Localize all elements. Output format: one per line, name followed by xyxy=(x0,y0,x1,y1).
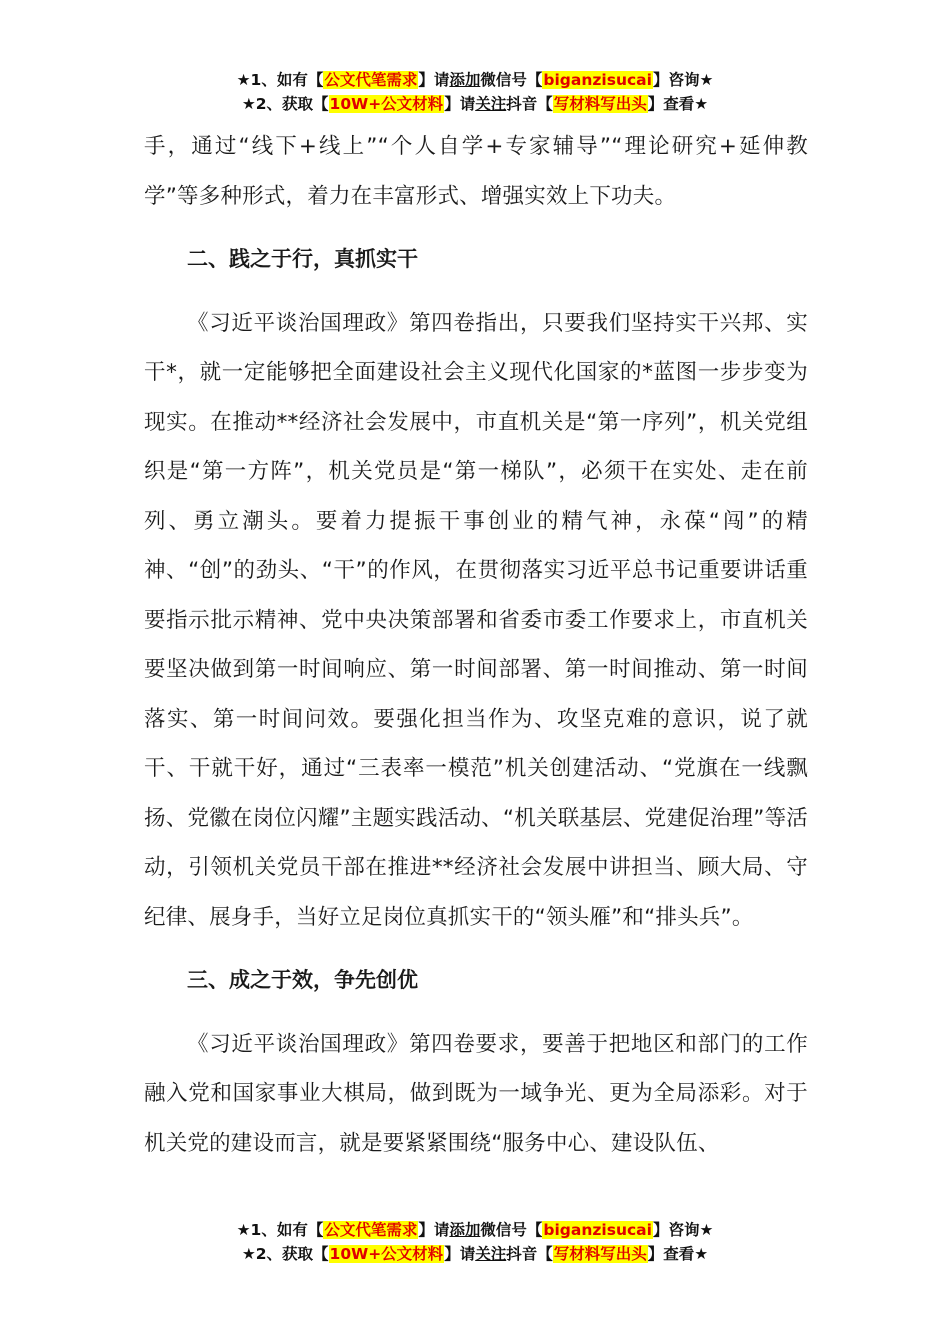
banner-line-1 xyxy=(0,1218,950,1242)
banner-text: ★2、获取【 xyxy=(241,1245,329,1263)
highlight-douyin-account: 写材料写出头 xyxy=(553,1245,647,1263)
paragraph-continued: 手，通过“线下+线上”“个人自学+专家辅导”“理论研究+延伸教学”等多种形式，着力在丰富形式、增强实效上下功夫。 xyxy=(144,134,808,209)
paragraph-section-3: 《习近平谈治国理政》第四卷要求，要善于把地区和部门的工作融入党和国家事业大棋局，做到既为一域争光、更为全局添彩。对于机关党的建设而言，就是要紧紧围绕“服务中心、建设队伍、 xyxy=(144,1031,808,1156)
underlined-text: 添加 xyxy=(449,71,481,89)
highlight-wechat-id: biganzisucai xyxy=(543,71,652,89)
highlight-service: 公文代笔需求 xyxy=(324,1221,418,1239)
banner-text: 】咨询★ xyxy=(652,71,714,89)
banner-text: 】咨询★ xyxy=(652,1221,714,1239)
banner-text: 微信号【 xyxy=(480,1221,543,1239)
section-heading-2: 二、践之于行，真抓实干 xyxy=(187,247,418,271)
highlight-materials: 10W+公文材料 xyxy=(329,1245,444,1263)
banner-text: ★1、如有【 xyxy=(236,71,324,89)
paragraph-section-2: 《习近平谈治国理政》第四卷指出，只要我们坚持实干兴邦、实干*，就一定能够把全面建设社会主义现代化国家的*蓝图一步步变为现实。在推动**经济社会发展中，市直机关是“第一序列”，机关党组织是“第一方阵”，机关党员是“第一梯队”，必须干在实处、走在前列、勇立潮头。要着力提振干事创业的精气神，永葆“闯”的精神、“创”的劲头、“干”的作风，在贯彻落实习近平总书记重要讲话重要指示批示精神、党中央决策部署和省委市委工作要求上，市直机关要坚决做到第一时间响应、第一时间部署、第一时间推动、第一时间落实、第一时间问效。要强化担当作为、攻坚克难的意识，说了就干、干就干好，通过“三表率一模范”机关创建活动、“党旗在一线飘扬、党徽在岗位闪耀”主题实践活动、“机关联基层、党建促治理”等活动，引领机关党员干部在推进**经济社会发展中讲担当、顾大局、守纪律、展身手，当好立足岗位真抓实干的“领头雁”和“排头兵”。 xyxy=(144,310,808,930)
banner-text: 】查看★ xyxy=(647,95,709,113)
section-heading-3: 三、成之于效，争先创优 xyxy=(187,968,418,992)
highlight-service: 公文代笔需求 xyxy=(324,71,418,89)
banner-text: 抖音【 xyxy=(506,95,553,113)
underlined-text: 添加 xyxy=(449,1221,481,1239)
banner-line-2 xyxy=(0,92,950,116)
banner-text: ★2、获取【 xyxy=(241,95,329,113)
banner-text: ★1、如有【 xyxy=(236,1221,324,1239)
underlined-text: 关注 xyxy=(475,95,507,113)
footer-banner xyxy=(0,1218,950,1266)
highlight-douyin-account: 写材料写出头 xyxy=(553,95,647,113)
highlight-materials: 10W+公文材料 xyxy=(329,95,444,113)
banner-line-1 xyxy=(0,68,950,92)
banner-line-2 xyxy=(0,1242,950,1266)
banner-text: 】查看★ xyxy=(647,1245,709,1263)
highlight-wechat-id: biganzisucai xyxy=(543,1221,652,1239)
banner-text: 】请 xyxy=(444,95,476,113)
banner-text: 】请 xyxy=(444,1245,476,1263)
header-banner xyxy=(0,68,950,116)
banner-text: 】请 xyxy=(418,1221,450,1239)
underlined-text: 关注 xyxy=(475,1245,507,1263)
banner-text: 微信号【 xyxy=(480,71,543,89)
document-body xyxy=(144,122,808,1168)
banner-text: 抖音【 xyxy=(506,1245,553,1263)
banner-text: 】请 xyxy=(418,71,450,89)
